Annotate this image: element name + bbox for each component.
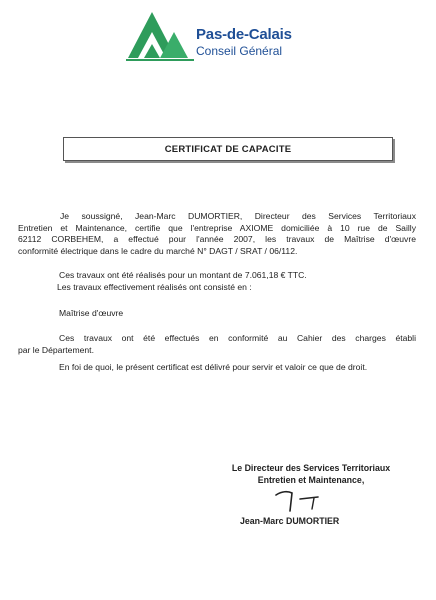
works-item: Maîtrise d'œuvre (59, 308, 124, 318)
logo-triangles-icon (126, 8, 196, 64)
p4-line-1: Ces travaux ont été effectués en conformité au Cahier des charges établi (59, 333, 416, 343)
p1-line-4: conformité électrique dans le cadre du marché N° DAGT / SRAT / 06/112. (18, 245, 298, 256)
p1-line-2: Entretien et Maintenance, certifie que l'entreprise AXIOME domiciliée à 10 rue de Sailly (18, 222, 416, 233)
signatory-title-line2: Entretien et Maintenance, (257, 475, 365, 485)
p1-line-3: 62112 CORBEHEM, a effectué pour l'année 2007, les travaux de Maîtrise d'œuvre (18, 234, 416, 245)
p4-line-2: par le Département. (18, 344, 94, 355)
paragraph-works-list-intro: Les travaux effectivement réalisés ont consisté en : (57, 282, 252, 292)
pas-de-calais-logo (126, 8, 316, 68)
signatory-name: Jean-Marc DUMORTIER (240, 516, 340, 526)
p1-line-1: Je soussigné, Jean-Marc DUMORTIER, Directeur des Services Territoriaux (60, 211, 416, 221)
logo-name-line2: Conseil Général (196, 44, 283, 58)
paragraph-amount: Ces travaux ont été réalisés pour un montant de 7.061,18 € TTC. (59, 270, 307, 280)
paragraph-conformity (18, 333, 416, 356)
paragraph-closing: En foi de quoi, le présent certificat est délivré pour servir et valoir ce que de droit. (59, 362, 368, 372)
logo-name-line1: Pas-de-Calais (196, 26, 292, 43)
paragraph-declaration (18, 211, 416, 257)
handwritten-signature-icon (270, 485, 330, 517)
signatory-title (206, 462, 416, 486)
signatory-title-line1: Le Directeur des Services Territoriaux (231, 463, 391, 473)
document-title: CERTIFICAT DE CAPACITE (63, 137, 393, 161)
